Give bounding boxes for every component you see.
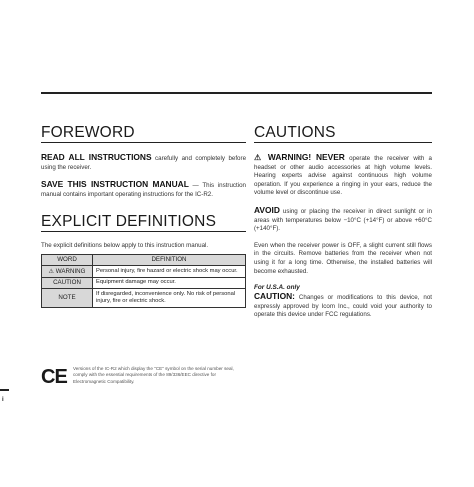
avoid-text: using or placing the receiver in direct sunlight or in areas with temperatures below −10°C (+14°F) or above +60°C (+140°F).: [254, 207, 432, 233]
warning-never-text: operate the receiver with a headset or other audio accessories at high volume levels. Hearing experts advise against continuous high volume operation. If you experience a ringing in your ears, reduce the volume level or discontinue use.: [254, 155, 432, 197]
cautions-avoid-paragraph: [254, 206, 432, 234]
table-row: [42, 289, 246, 308]
caution-heading: CAUTION:: [254, 291, 295, 302]
caution-fcc-text: Changes or modifications to this device, not expressly approved by Icom Inc., could void your authority to operate this device under FCC regulations.: [254, 294, 432, 319]
cautions-title: CAUTIONS: [254, 124, 432, 143]
ce-compliance-note: Versions of the IC-R2 which display the "CE" symbol on the serial number seal, comply with the essential requirements of the 89/336/EEC directive for Electromagnetic Compatibility.: [73, 366, 234, 384]
foreword-paragraph-1: [41, 153, 246, 172]
top-rule: [41, 92, 432, 94]
usa-only-heading: For U.S.A. only: [254, 284, 300, 292]
warning-triangle-icon: ⚠: [254, 153, 264, 162]
table-header-row: [42, 254, 246, 265]
read-all-instructions-heading: READ ALL INSTRUCTIONS: [41, 152, 152, 162]
foreword-paragraph-1-text: carefully and completely before using the receiver.: [41, 155, 247, 171]
cautions-fcc-paragraph: [254, 292, 432, 320]
word-warning: ⚠ WARNING: [42, 266, 93, 277]
foreword-paragraph-2-text: — This instruction manual contains important operating instructions for the IC-R2.: [41, 182, 246, 198]
header-definition: DEFINITION: [93, 254, 246, 265]
right-column: [254, 124, 432, 328]
definition-warning: Personal injury, fire hazard or electric shock may occur.: [93, 266, 246, 277]
left-column: [41, 124, 246, 308]
cautions-warning-paragraph: [254, 153, 432, 198]
cautions-power-paragraph: Even when the receiver power is OFF, a slight current still flows in the circuits. Remove batteries from the receiver when not using it for a long time. Otherwise, the installed batteries will become exhausted.: [254, 241, 432, 275]
page-number: i: [2, 397, 4, 403]
table-row: [42, 266, 246, 277]
table-row: [42, 277, 246, 288]
word-caution: CAUTION: [42, 277, 93, 288]
header-word: WORD: [42, 254, 93, 265]
foreword-title: FOREWORD: [41, 124, 246, 143]
definition-note: If disregarded, inconvenience only. No risk of personal injury, fire or electric shock.: [93, 289, 246, 308]
save-manual-heading: SAVE THIS INSTRUCTION MANUAL: [41, 179, 189, 190]
foreword-paragraph-2: [41, 180, 246, 199]
warning-never-heading: WARNING! NEVER: [267, 152, 345, 162]
definition-caution: Equipment damage may occur.: [93, 277, 246, 288]
avoid-heading: AVOID: [254, 204, 280, 215]
side-tab-marker: [0, 389, 9, 391]
definitions-title: EXPLICIT DEFINITIONS: [41, 213, 246, 232]
ce-mark-icon: CE: [41, 366, 67, 388]
definitions-intro: The explicit definitions below apply to this instruction manual.: [41, 242, 209, 250]
word-note: NOTE: [42, 289, 93, 308]
definitions-table: [41, 254, 246, 308]
